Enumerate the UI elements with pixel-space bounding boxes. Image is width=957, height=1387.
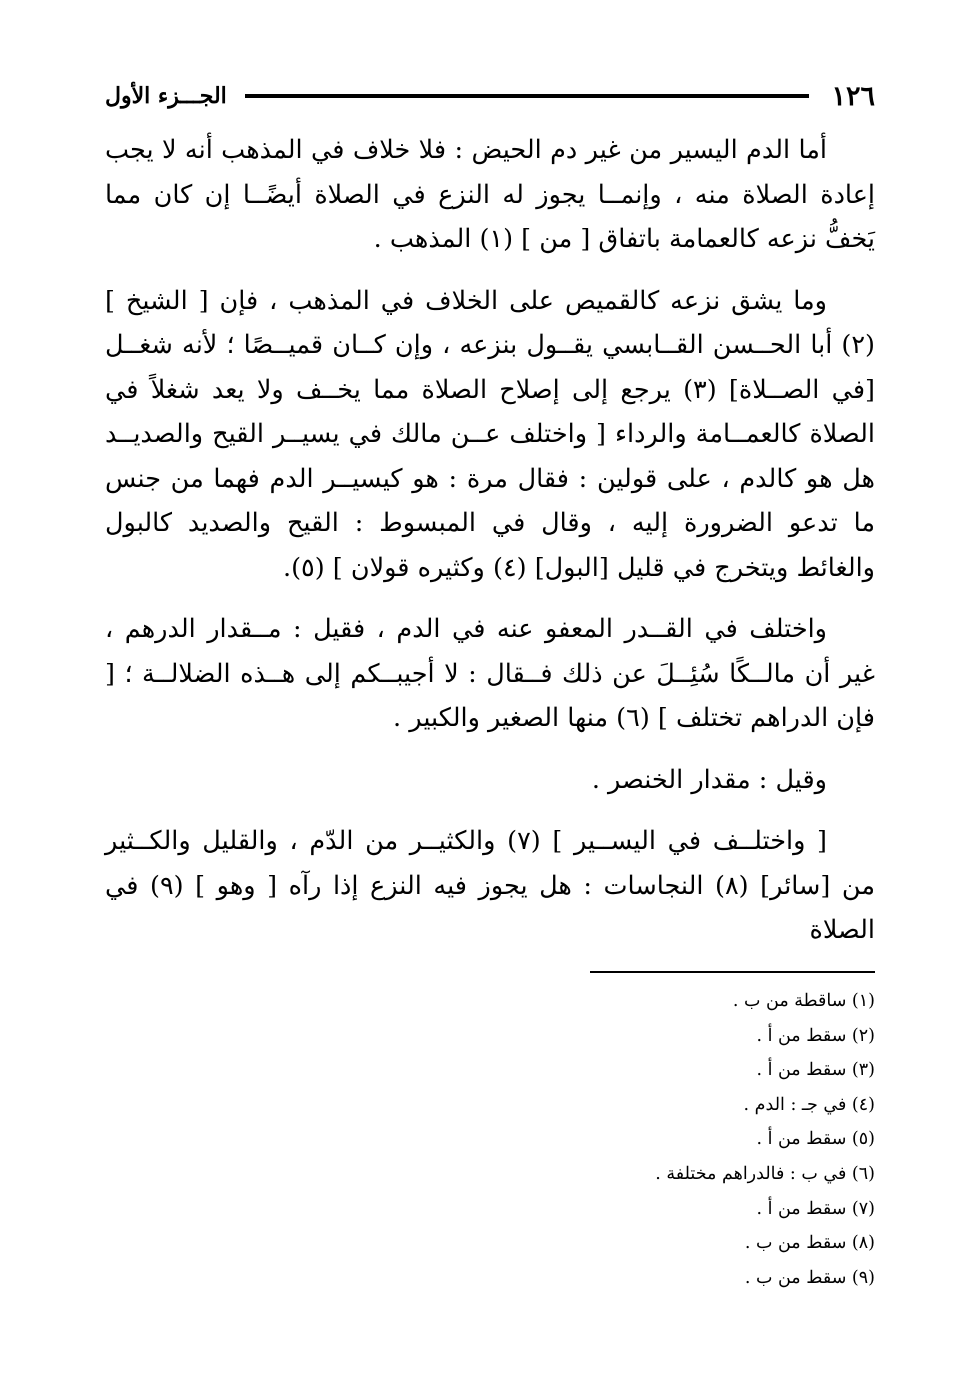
footnote-9: (٩) سقط من ب . [744, 1267, 875, 1288]
footnote-divider [590, 971, 875, 973]
paragraph-4: وقيل : مقدار الخنصر . [591, 764, 827, 795]
body-text [105, 128, 875, 953]
page-header [105, 76, 875, 116]
footnote-3: (٣) سقط من أ . [756, 1060, 875, 1081]
footnote-8: (٨) سقط من ب . [744, 1233, 875, 1254]
footnote-6: (٦) في ب : فالدراهم مختلفة . [655, 1163, 875, 1184]
footnotes-list [105, 984, 875, 1295]
page-number: ١٢٦ [831, 80, 875, 112]
footnote-2: (٢) سقط من أ . [756, 1025, 875, 1046]
header-rule [245, 94, 810, 98]
footnote-4: (٤) في جـ : الدم . [743, 1094, 875, 1115]
paragraph-1: أما الدم اليسير من غير دم الحيض : فلا خلاف في المذهب أنه لا يجب إعادة الصلاة منه ، وإنمــا يجوز له النزع في الصلاة أيضًــا إن كان مما يَخفُّ نزعه كالعمامة باتفاق [ من ] (١) المذهب . [105, 135, 875, 254]
paragraph-3: واختلف في القــدر المعفو عنه في الدم ، فقيل : مــقدار الدرهم ، غير أن مالــكًا سُئِــلَ عن ذلك فــقال : لا أجيبــكم إلى هــذه الضلالــة ؛ [ فإن الدراهم تختلف ] (٦) منها الصغير والكبير . [105, 614, 875, 733]
running-title: الجـــزء الأول [105, 83, 227, 109]
footnote-1: (١) ساقطة من ب . [732, 991, 875, 1011]
footnote-5: (٥) سقط من أ . [756, 1129, 875, 1150]
paragraph-2: وما يشق نزعه كالقميص على الخلاف في المذهب ، فإن [ الشيخ ] (٢) أبا الحــسن القــابسي يقــول بنزعه ، وإن كــان قميــصًا ؛ لأنه شغــل [في الصــلاة] (٣) يرجع إلى إصلاح الصلاة مما يخــف ولا يعد شغلاً في الصلاة كالعمــامة والرداء [ واختلف عــن مالك في يسيــر القيح والصديــد هل هو كالدم ، على قولين : فقال مرة : هو كيسيــر الدم فهما من جنس ما تدعو الضرورة إليه ، وقال في المبسوط : القيح والصديد كالبول والغائط ويتخرج في قليل [البول] (٤) وكثيره قولان ] (٥). [105, 285, 875, 583]
paragraph-5: [ واختلــف في اليســير ] (٧) والكثيــر من الدّم ، والقليل والكــثير من [سائر] (٨) النجاسات : هل يجوز فيه النزع إذا رآه [ وهو ] (٩) في الصلاة [105, 826, 875, 945]
footnote-7: (٧) سقط من أ . [756, 1198, 875, 1219]
